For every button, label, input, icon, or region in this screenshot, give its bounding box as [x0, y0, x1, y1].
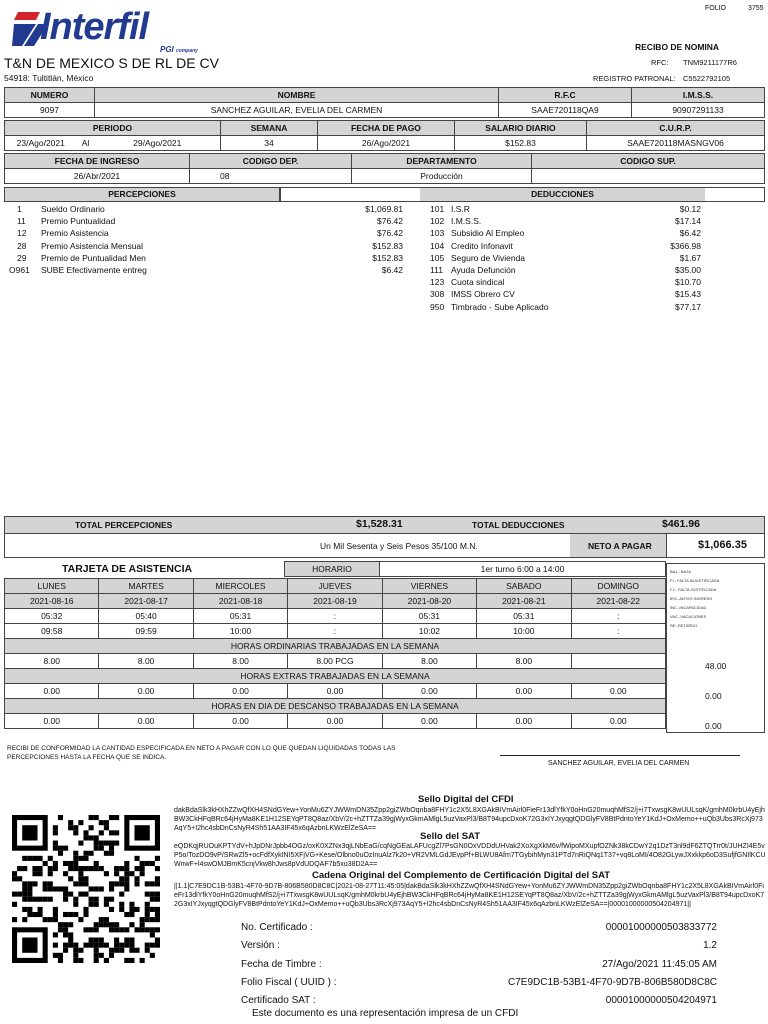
- sello-sat-title: Sello del SAT: [420, 831, 481, 842]
- entrada-time: 05:31: [477, 609, 571, 624]
- deduccion-amount: $77.17: [675, 301, 701, 312]
- header-numero: NUMERO: [5, 88, 95, 103]
- deduccion-desc: Ayuda Defunción: [451, 265, 516, 275]
- horas-descanso-value: 0.00: [5, 714, 99, 729]
- horas-ordinarias-label: HORAS ORDINARIAS TRABAJADAS EN LA SEMANA: [5, 639, 666, 654]
- horas-descanso-value: 0.00: [571, 714, 665, 729]
- deduccion-amount: $15.43: [675, 289, 701, 300]
- horas-ordinarias-value: 8.00: [382, 654, 476, 669]
- horas-ordinarias-value: 8.00: [193, 654, 287, 669]
- legend-item: INC.-INCAPACIDAD: [670, 605, 707, 610]
- percepcion-code: O961: [9, 265, 30, 275]
- cfdi-value: 27/Ago/2021 11:45:05 AM: [602, 958, 717, 970]
- salida-time: 10:00: [477, 624, 571, 639]
- cfdi-label: Folio Fiscal ( UUID ) :: [241, 976, 337, 988]
- percepcion-code: 12: [17, 228, 27, 239]
- day-date: 2021-08-18: [193, 594, 287, 609]
- sello-sat-text: eQDKqjRUOuKPTYdV+hJpDNrJpbb4OGz/oxK0XZNx3qjLNbEaG/cqNgGEaLAFUcgZl7PsGN0OxVDDdUHVak2XoXgXkM6v/fWipoMXupfOZNk38kCDwY2q1DzT3nl9dF6ZTQTrr0t/JUHZI4E5vP5o/TozDO9vP/SRwZl5+ocFdfXykINI5XFjVG+Kese/Olbno0uOzInuAlz7k20+VR2VMLGdJEvpPf+BLWU8Afm7TGybihMyn31PTd7nRiQNq1T37+vq8LoMI/4O82GLywJXxkkp6oD3SufjfGNIlKCUWnwF+l4swOMJBmK5cnjVkw8hJws8pVdUDQAF7b5xu38D2A==: [174, 843, 766, 868]
- deduccion-amount: $6.42: [679, 228, 701, 239]
- horas-extras-value: 0.00: [99, 684, 193, 699]
- legend-item: IEG.-ANTES INGRESO: [670, 596, 713, 601]
- cfdi-footer: Este documento es una representación impresa de un CFDI: [252, 1008, 519, 1019]
- deduccion-desc: IMSS Obrero CV: [451, 289, 515, 300]
- percepcion-amount: $152.83: [372, 252, 403, 263]
- horas-descanso-value: 0.00: [288, 714, 382, 729]
- day-header: LUNES: [5, 579, 99, 594]
- logo-wordmark: Interfil: [40, 6, 149, 48]
- deduccion-amount: $1.67: [679, 252, 701, 263]
- header-ingreso: FECHA DE INGRESO: [5, 154, 190, 169]
- cod-dep-value: 08: [190, 169, 352, 184]
- attendance-table: [4, 578, 666, 729]
- day-header: VIERNES: [382, 579, 476, 594]
- deduccion-desc: Subsidio Al Empleo: [451, 228, 525, 239]
- header-periodo: PERIODO: [5, 121, 221, 136]
- percepcion-code: 29: [17, 252, 27, 263]
- registro-value: C5522792105: [683, 74, 731, 83]
- horas-descanso-value: 0.00: [99, 714, 193, 729]
- legend-item: FI.- FALTA INJUSTIFICADA: [670, 578, 720, 583]
- day-date: 2021-08-19: [288, 594, 382, 609]
- total-deducciones-label: TOTAL DEDUCCIONES: [472, 520, 565, 530]
- horas-ordinarias-value: 8.00: [99, 654, 193, 669]
- sello-cfdi-text: dakBdaSlk3kHXhZZwQfXH4SNdGYew+YonMu6ZYJWWmDN35Zpp2giZWbOqnba8FHY1c2X5L8XGAkBIVmAirl0FieFr13dlYfkY0oHnG20muqhMfS2/j+i7TxwsgK8wUULsqK/gmhM0krbU4yEjhBW3CkHFqBRc64jHyMa8KE1H12SEYqPT8Q8az/XbV/2c+hZTTZa39gjWyxGkmAMlgL5uzVaxPl3/B8T94upcDxoK72G3xIYJxyqgtQDGlyFV8BtPdntoYeY1KdJ+OxMemo++uQb3Ubs3RcXj973AqY5+I2hc4sbDnCsNyR4Sh51AA3IF45x6qAzbnLKWzElZeSA==: [174, 807, 765, 832]
- deduccion-code: 105: [430, 252, 445, 263]
- header-imss: I.M.S.S.: [632, 88, 765, 103]
- legend-item: VAC.-VACACIONES: [670, 614, 707, 619]
- percepcion-desc: Premio de Puntualidad Men: [41, 252, 146, 263]
- day-header: SABADO: [477, 579, 571, 594]
- qr-code-icon: [12, 815, 160, 963]
- percepcion-code: 11: [17, 216, 26, 227]
- deduccion-code: 123: [430, 277, 445, 288]
- ingreso-value: 26/Abr/2021: [5, 169, 190, 184]
- periodo-al: Al: [77, 136, 95, 151]
- horas-descanso-value: 0.00: [382, 714, 476, 729]
- deduccion-amount: $10.70: [675, 277, 701, 288]
- salario-value: $152.83: [454, 136, 586, 151]
- header-salario: SALARIO DIARIO: [454, 121, 586, 136]
- cfdi-value: 1.2: [703, 940, 717, 952]
- percepcion-amount: $76.42: [377, 228, 403, 239]
- fecha-pago-value: 26/Ago/2021: [317, 136, 454, 151]
- legend-item: FJ.- FALTA JUSTIFICADA: [670, 587, 717, 592]
- horas-ordinarias-value: 8.00: [5, 654, 99, 669]
- cfdi-label: Certificado SAT :: [241, 995, 316, 1007]
- horas-ordinarias-value: [571, 654, 665, 669]
- entrada-time: :: [288, 609, 382, 624]
- deduccion-desc: I.S.R: [451, 204, 470, 214]
- deduccion-code: 950: [430, 301, 445, 312]
- conformidad-text-1: RECIBI DE CONFORMIDAD LA CANTIDAD ESPECIFICADA EN NETO A PAGAR CON LO QUE QUEDAN LIQUIDADAS TODAS LAS: [7, 745, 396, 752]
- salida-time: 10:00: [193, 624, 287, 639]
- cfdi-label: Versión :: [241, 940, 280, 952]
- horas-ordinarias-value: 8.00: [477, 654, 571, 669]
- salida-time: :: [571, 624, 665, 639]
- department-table: [4, 153, 765, 184]
- deduccion-amount: $0.12: [679, 204, 701, 214]
- cfdi-value: C7E9DC1B-53B1-4F70-9D7B-806B580D8C8C: [508, 976, 717, 988]
- entrada-time: 05:31: [193, 609, 287, 624]
- day-header: DOMINGO: [571, 579, 665, 594]
- day-date: 2021-08-17: [99, 594, 193, 609]
- cfdi-label: No. Certificado :: [241, 922, 313, 933]
- weekly-total: 48.00: [705, 661, 727, 671]
- departamento-value: Producción: [352, 169, 532, 184]
- signature-name: SANCHEZ AGUILAR, EVELIA DEL CARMEN: [548, 760, 690, 767]
- header-cod-dep: CODIGO DEP.: [190, 154, 352, 169]
- header-rfc: R.F.C: [499, 88, 632, 103]
- deduccion-code: 103: [430, 228, 445, 239]
- periodo-fin: 29/Ago/2021: [95, 136, 221, 151]
- logo-subtitle: PGI company: [160, 45, 198, 54]
- deduccion-code: 101: [430, 204, 445, 214]
- semana-value: 34: [220, 136, 317, 151]
- horario-label: HORARIO: [285, 562, 380, 577]
- horas-extras-value: 0.00: [571, 684, 665, 699]
- rfc-value: TNM9211177R6: [683, 58, 737, 67]
- percepcion-desc: Premio Asistencia Mensual: [41, 240, 144, 251]
- percepciones-title: PERCEPCIONES: [4, 187, 280, 202]
- day-header: MIERCOLES: [193, 579, 287, 594]
- asistencia-title: TARJETA DE ASISTENCIA: [62, 563, 193, 575]
- employee-rfc: SAAE720118QA9: [499, 103, 632, 118]
- salida-time: 09:58: [5, 624, 99, 639]
- horas-descanso-value: 0.00: [477, 714, 571, 729]
- employee-number: 9097: [5, 103, 95, 118]
- day-date: 2021-08-20: [382, 594, 476, 609]
- folio-value: 3755: [748, 5, 764, 12]
- employee-name: SANCHEZ AGUILAR, EVELIA DEL CARMEN: [95, 103, 499, 118]
- header-departamento: DEPARTAMENTO: [352, 154, 532, 169]
- day-date: 2021-08-22: [571, 594, 665, 609]
- periodo-inicio: 23/Ago/2021: [5, 136, 77, 151]
- deduccion-code: 102: [430, 216, 445, 227]
- header-cod-sup: CODIGO SUP.: [532, 154, 765, 169]
- horas-extras-value: 0.00: [193, 684, 287, 699]
- day-header: JUEVES: [288, 579, 382, 594]
- percepcion-amount: $6.42: [381, 265, 403, 275]
- day-date: 2021-08-21: [477, 594, 571, 609]
- entrada-time: 05:32: [5, 609, 99, 624]
- legend-item: BAJ.- BAJA: [670, 569, 691, 574]
- company-name: T&N DE MEXICO S DE RL DE CV: [4, 55, 219, 71]
- weekly-total: 0.00: [705, 721, 722, 731]
- horas-ordinarias-value: 8.00 PCG: [288, 654, 382, 669]
- header-curp: C.U.R.P.: [586, 121, 764, 136]
- signature-line: [500, 755, 740, 756]
- conformidad-text-2: PERCEPCIONES HASTA LA FECHA QUE SE INDICA.: [7, 754, 167, 761]
- deduccion-desc: Seguro de Vivienda: [451, 252, 526, 263]
- company-address: 54918: Tultitlán, México: [4, 73, 94, 83]
- header-fecha-pago: FECHA DE PAGO: [317, 121, 454, 136]
- neto-label: NETO A PAGAR: [588, 541, 652, 551]
- percepcion-desc: Premio Asistencia: [41, 228, 109, 239]
- legend-item: RE.-RETARDO: [670, 623, 698, 628]
- employee-table: [4, 87, 765, 118]
- salida-time: 10:02: [382, 624, 476, 639]
- document-title: RECIBO DE NOMINA: [635, 42, 720, 52]
- percepcion-amount: $76.42: [377, 216, 403, 227]
- day-date: 2021-08-16: [5, 594, 99, 609]
- horas-extras-value: 0.00: [477, 684, 571, 699]
- percepcion-desc: Sueldo Ordinario: [41, 204, 105, 214]
- horas-extras-value: 0.00: [5, 684, 99, 699]
- amount-in-words: Un Mil Sesenta y Seis Pesos 35/100 M.N.: [320, 541, 478, 551]
- horario-value: 1er turno 6:00 a 14:00: [380, 562, 666, 577]
- deduccion-amount: $366.98: [670, 240, 701, 251]
- header-nombre: NOMBRE: [95, 88, 499, 103]
- percepcion-amount: $1,069.81: [365, 204, 403, 214]
- deduccion-desc: Credito Infonavit: [451, 240, 513, 251]
- sello-cfdi-title: Sello Digital del CFDI: [418, 794, 514, 805]
- horas-extras-value: 0.00: [288, 684, 382, 699]
- deduccion-desc: Cuota sindical: [451, 277, 505, 288]
- cfdi-value: 00001000000503833772: [605, 922, 717, 933]
- deduccion-code: 308: [430, 289, 445, 300]
- deduccion-amount: $35.00: [675, 265, 701, 275]
- curp-value: SAAE720118MASNGV06: [586, 136, 764, 151]
- entrada-time: 05:31: [382, 609, 476, 624]
- percepcion-desc: SUBE Efectivamente entreg: [41, 265, 147, 275]
- header-semana: SEMANA: [220, 121, 317, 136]
- deduccion-desc: Timbrado - Sube Aplicado: [451, 301, 549, 312]
- deduccion-code: 104: [430, 240, 445, 251]
- percepcion-desc: Premio Puntualidad: [41, 216, 116, 227]
- horas-extras-value: 0.00: [382, 684, 476, 699]
- entrada-time: :: [571, 609, 665, 624]
- employee-imss: 90907291133: [632, 103, 765, 118]
- period-table: [4, 120, 765, 151]
- horas-descanso-label: HORAS EN DIA DE DESCANSO TRABAJADAS EN LA SEMANA: [5, 699, 666, 714]
- percepcion-code: 1: [17, 204, 22, 214]
- salida-time: 09:59: [99, 624, 193, 639]
- cadena-title: Cadena Original del Complemento de Certificación Digital del SAT: [312, 870, 611, 881]
- total-percepciones-label: TOTAL PERCEPCIONES: [75, 520, 173, 530]
- registro-label: REGISTRO PATRONAL:: [593, 74, 676, 83]
- neto-value: $1,066.35: [698, 539, 747, 551]
- salida-time: :: [288, 624, 382, 639]
- day-header: MARTES: [99, 579, 193, 594]
- percepcion-amount: $152.83: [372, 240, 403, 251]
- deduccion-desc: I.M.S.S.: [451, 216, 482, 227]
- cfdi-value: 00001000000504204971: [605, 995, 717, 1007]
- deducciones-title: DEDUCCIONES: [420, 187, 705, 202]
- horas-descanso-value: 0.00: [193, 714, 287, 729]
- company-logo: [10, 4, 230, 54]
- percepcion-code: 28: [17, 240, 27, 251]
- cod-sup-value: [532, 169, 765, 184]
- horas-extras-label: HORAS EXTRAS TRABAJADAS EN LA SEMANA: [5, 669, 666, 684]
- cfdi-label: Fecha de Timbre :: [241, 958, 322, 970]
- weekly-total: 0.00: [705, 691, 722, 701]
- total-deducciones-value: $461.96: [662, 518, 700, 530]
- deduccion-code: 111: [430, 265, 443, 275]
- folio-label: FOLIO: [705, 5, 727, 12]
- total-percepciones-value: $1,528.31: [356, 518, 403, 530]
- deduccion-amount: $17.14: [675, 216, 701, 227]
- horario-table: [284, 561, 666, 577]
- rfc-label: RFC:: [651, 58, 669, 67]
- cadena-text: ||1.1|C7E9DC1B-53B1-4F70-9D7B-806B580D8C8C|2021-08-27T11:45:05|dakBdaSlk3kHXhZZwQfXH4SNdGYew+YonMu6ZYJWWmDN35Zpp2giZWbOqnba8FHY1c2X5L8XGAkBIVmAirl0FieFr13dlYfkY0oHnG20muqhMfS2/j+i7TxwsgK8wUULsqK/gmhM0krbU4yEjhBW3CkHFqBRc64jHyMa8KE1H12SEYqPT8Q8az/XbV/2c+hZTTZa39gjWyxGkmAMlgL5uzVaxPl3/B8T94upcDxoK72G3xIYJxyqgtQDGlyFV8BtPdntoYeY1KdJ+OxMemo++uQb3Ubs3RcXj973AqY5+I2hc4sbDnCsNyR4Sh51AA3IF45x6qAzbnLKWzElZeSA==|00001000000504204971||: [174, 883, 765, 908]
- entrada-time: 05:40: [99, 609, 193, 624]
